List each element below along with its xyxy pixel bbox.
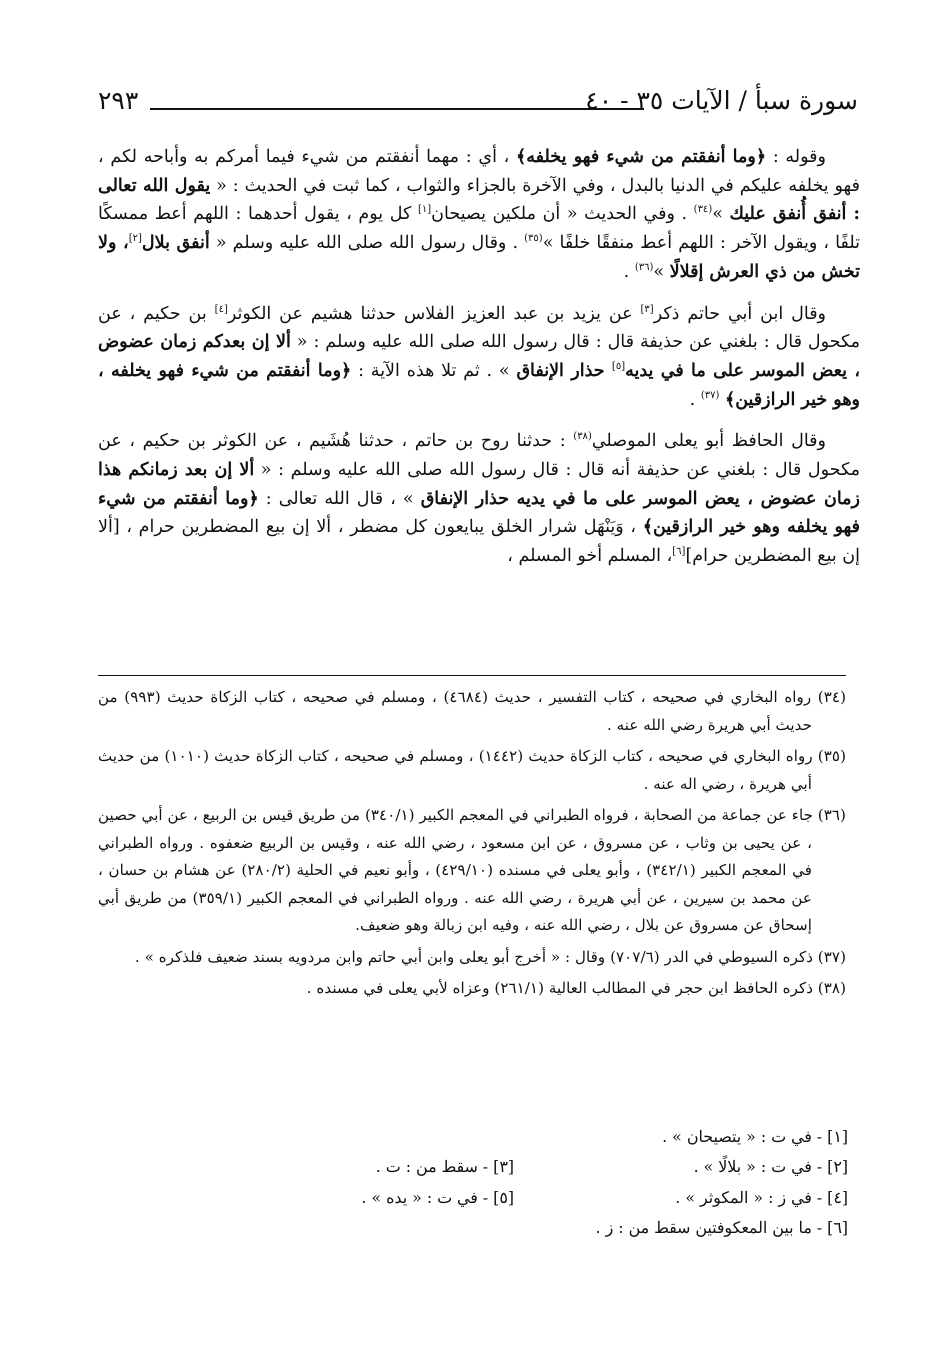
note-marker: [٥] (611, 361, 626, 373)
variant-note: [٤] - في ز : « المكوثر » . (675, 1187, 848, 1207)
note-marker: (٣٤) (693, 204, 713, 216)
text-segment: ، أي : مهما أنفقتم من شيء فيما أمركم به وأباحه لكم ، فهو يخلفه عليكم في الدنيا بالبدل ، وفي الآخرة بالجزاء والثواب ، كما ثبت في الحديث : « (98, 147, 860, 196)
quoted-text: حذار الإنفاق (516, 360, 612, 381)
surah-title: سورة سبأ / الآيات ٣٥ - ٤٠ (585, 86, 858, 115)
note-marker: [٦] (672, 546, 686, 558)
note-marker: (٣٦) (634, 261, 654, 273)
text-segment: » (712, 204, 730, 225)
text-segment: . (689, 389, 701, 410)
text-segment: : حدثنا روح بن حاتم ، حدثنا هُشَيم ، عن الكوثر بن حكيم ، عن مكحول قال : بلغني عن حذيفة أنه قال : قال رسول الله صلى الله عليه وسلم : « (98, 431, 860, 481)
variant-note (180, 1213, 514, 1243)
note-marker: (٣٨) (573, 431, 592, 443)
quoted-text: أنفق بلال (141, 233, 210, 254)
quoted-text: ، ولا تخش من ذي العرش إقلالًا (98, 233, 860, 282)
footnote: (٣٨) ذكره الحافظ ابن حجر في المطالب العالية (٢٦١/١) وعزاه لأبي يعلى في مسنده . (306, 979, 846, 997)
manuscript-variants (180, 1122, 848, 1243)
text-segment: عن يزيد بن عبد العزيز الفلاس حدثنا هشيم عن الكوثر (227, 303, 641, 324)
text-segment: » ، قال الله تعالى : (258, 488, 421, 509)
variant-note: [٦] - ما بين المعكوفتين سقط من : ز . (595, 1217, 848, 1237)
quoted-text: ﴿وما أنفقتم من شيء فهو يخلفه ، وهو خير الرازقين﴾ (98, 360, 860, 410)
footnote: (٣٦) جاء عن جماعة من الصحابة ، فرواه الطبراني في المعجم الكبير (٣٤٠/١) من طريق قيس بن الربيع ، عن أبي حصين ، عن يحيى بن وثاب ، عن مسروق ، عن ابن مسعود ، رضي الله عنه ، وقيس بن الربيع ضعفوه . ورواه الطبراني في المعجم الكبير (٣٤٢/١) ، وأبو يعلى في مسنده (٤٢٩/١٠) ، وأبو نعيم في الحلية (٢٨٠/٢) عن هشام بن حسان ، عن محمد بن سيرين ، عن أبي هريرة ، رضي الله عنه . ورواه الطبراني في المعجم الكبير (٣٥٩/١) من طريق أبي إسحاق عن مسروق عن بلال ، رضي الله عنه ، وفيه ابن زبالة وهو ضعيف. (98, 806, 846, 934)
text-segment: وقوله : (766, 147, 827, 167)
variant-note: [٥] - في ت : « يده » . (361, 1187, 514, 1207)
quoted-text: ألا إن بعد زمانكم هذا زمان عضوض ، يعض الموسر على ما في يديه حذار الإنفاق (98, 460, 860, 509)
text-segment: . وقال رسول الله صلى الله عليه وسلم « (209, 233, 525, 254)
variant-note: [٢] - في ت : « بلالًا » . (693, 1157, 848, 1177)
text-segment: . (623, 261, 635, 282)
quoted-text: ﴿وما أنفقتم من شيء فهو يخلفه﴾ (516, 147, 767, 167)
note-marker: [٢] (128, 233, 142, 245)
variant-note (180, 1122, 514, 1152)
variant-row (180, 1122, 848, 1152)
running-header (98, 82, 858, 122)
footnote: (٣٤) رواه البخاري في صحيحه ، كتاب التفسير ، حديث (٤٦٨٤) ، ومسلم في صحيحه ، كتاب الزكاة حديث (٩٩٣) من حديث أبي هريرة رضي الله عنه . (98, 688, 846, 734)
note-marker: (٣٥) (524, 233, 543, 245)
text-segment: . وفي الحديث « أن ملكين يصيحان (431, 204, 694, 225)
footnote-separator (98, 675, 846, 676)
quoted-text: ﴿وما أنفقتم من شيء فهو يخلفه وهو خير الرازقين﴾ (98, 488, 860, 538)
text-segment: » . ثم تلا هذه الآية : (351, 360, 517, 381)
page-number: ٢٩٣ (98, 86, 139, 115)
main-text (98, 143, 860, 584)
text-segment: ، المسلم أخو المسلم ، (507, 546, 673, 567)
text-segment: » (653, 261, 670, 282)
text-segment: كل يوم ، يقول أحدهما : اللهم أعط ممسكًا تلفًا ، ويقول الآخر : اللهم أعط منفقًا خلفًا » (98, 204, 861, 254)
variant-note: [٣] - سقط من : ت . (375, 1157, 514, 1177)
paragraph (98, 427, 860, 571)
variant-row (180, 1183, 848, 1213)
variant-note: [١] - في ت : « يتصيحان » . (662, 1127, 848, 1146)
note-marker: [١] (417, 204, 432, 216)
paragraph (98, 300, 860, 415)
footnotes (98, 684, 846, 1007)
note-marker: [٤] (214, 303, 228, 315)
header-rule (150, 108, 644, 110)
note-marker: (٣٧) (700, 389, 720, 401)
text-segment: وقال الحافظ أبو يعلى الموصلي (591, 431, 826, 452)
note-marker: [٣] (640, 303, 654, 315)
quoted-text: يقول الله تعالى : أنفق أُنفق عليك (98, 175, 860, 225)
footnote: (٣٧) ذكره السيوطي في الدر (٧٠٧/٦) وقال : « أخرج أبو يعلى وابن أبي حاتم وابن مردويه بسند ضعيف فلذكره » . (134, 947, 846, 966)
text-segment: وقال ابن أبي حاتم ذكر (653, 303, 827, 324)
quoted-text: ألا إن بعدكم زمان عضوض ، يعض الموسر على ما في يديه (98, 332, 860, 381)
paragraph (98, 143, 860, 287)
footnote: (٣٥) رواه البخاري في صحيحه ، كتاب الزكاة حديث (١٤٤٢) ، ومسلم في صحيحه ، كتاب الزكاة حديث (١٠١٠) من حديث أبي هريرة ، رضي اله عنه . (98, 747, 846, 793)
text-segment: بن حكيم ، عن مكحول قال : بلغني عن حذيفة قال : قال رسول الله صلى الله عليه وسلم : « (98, 303, 861, 353)
text-segment: ، وَيَنْهَل شرار الخلق يبايعون كل مضطر ، ألا إن بيع المضطرين حرام ، [ألا إن بيع المضطرين حرام] (98, 517, 860, 567)
variant-row (180, 1213, 848, 1243)
variant-row (180, 1152, 848, 1182)
